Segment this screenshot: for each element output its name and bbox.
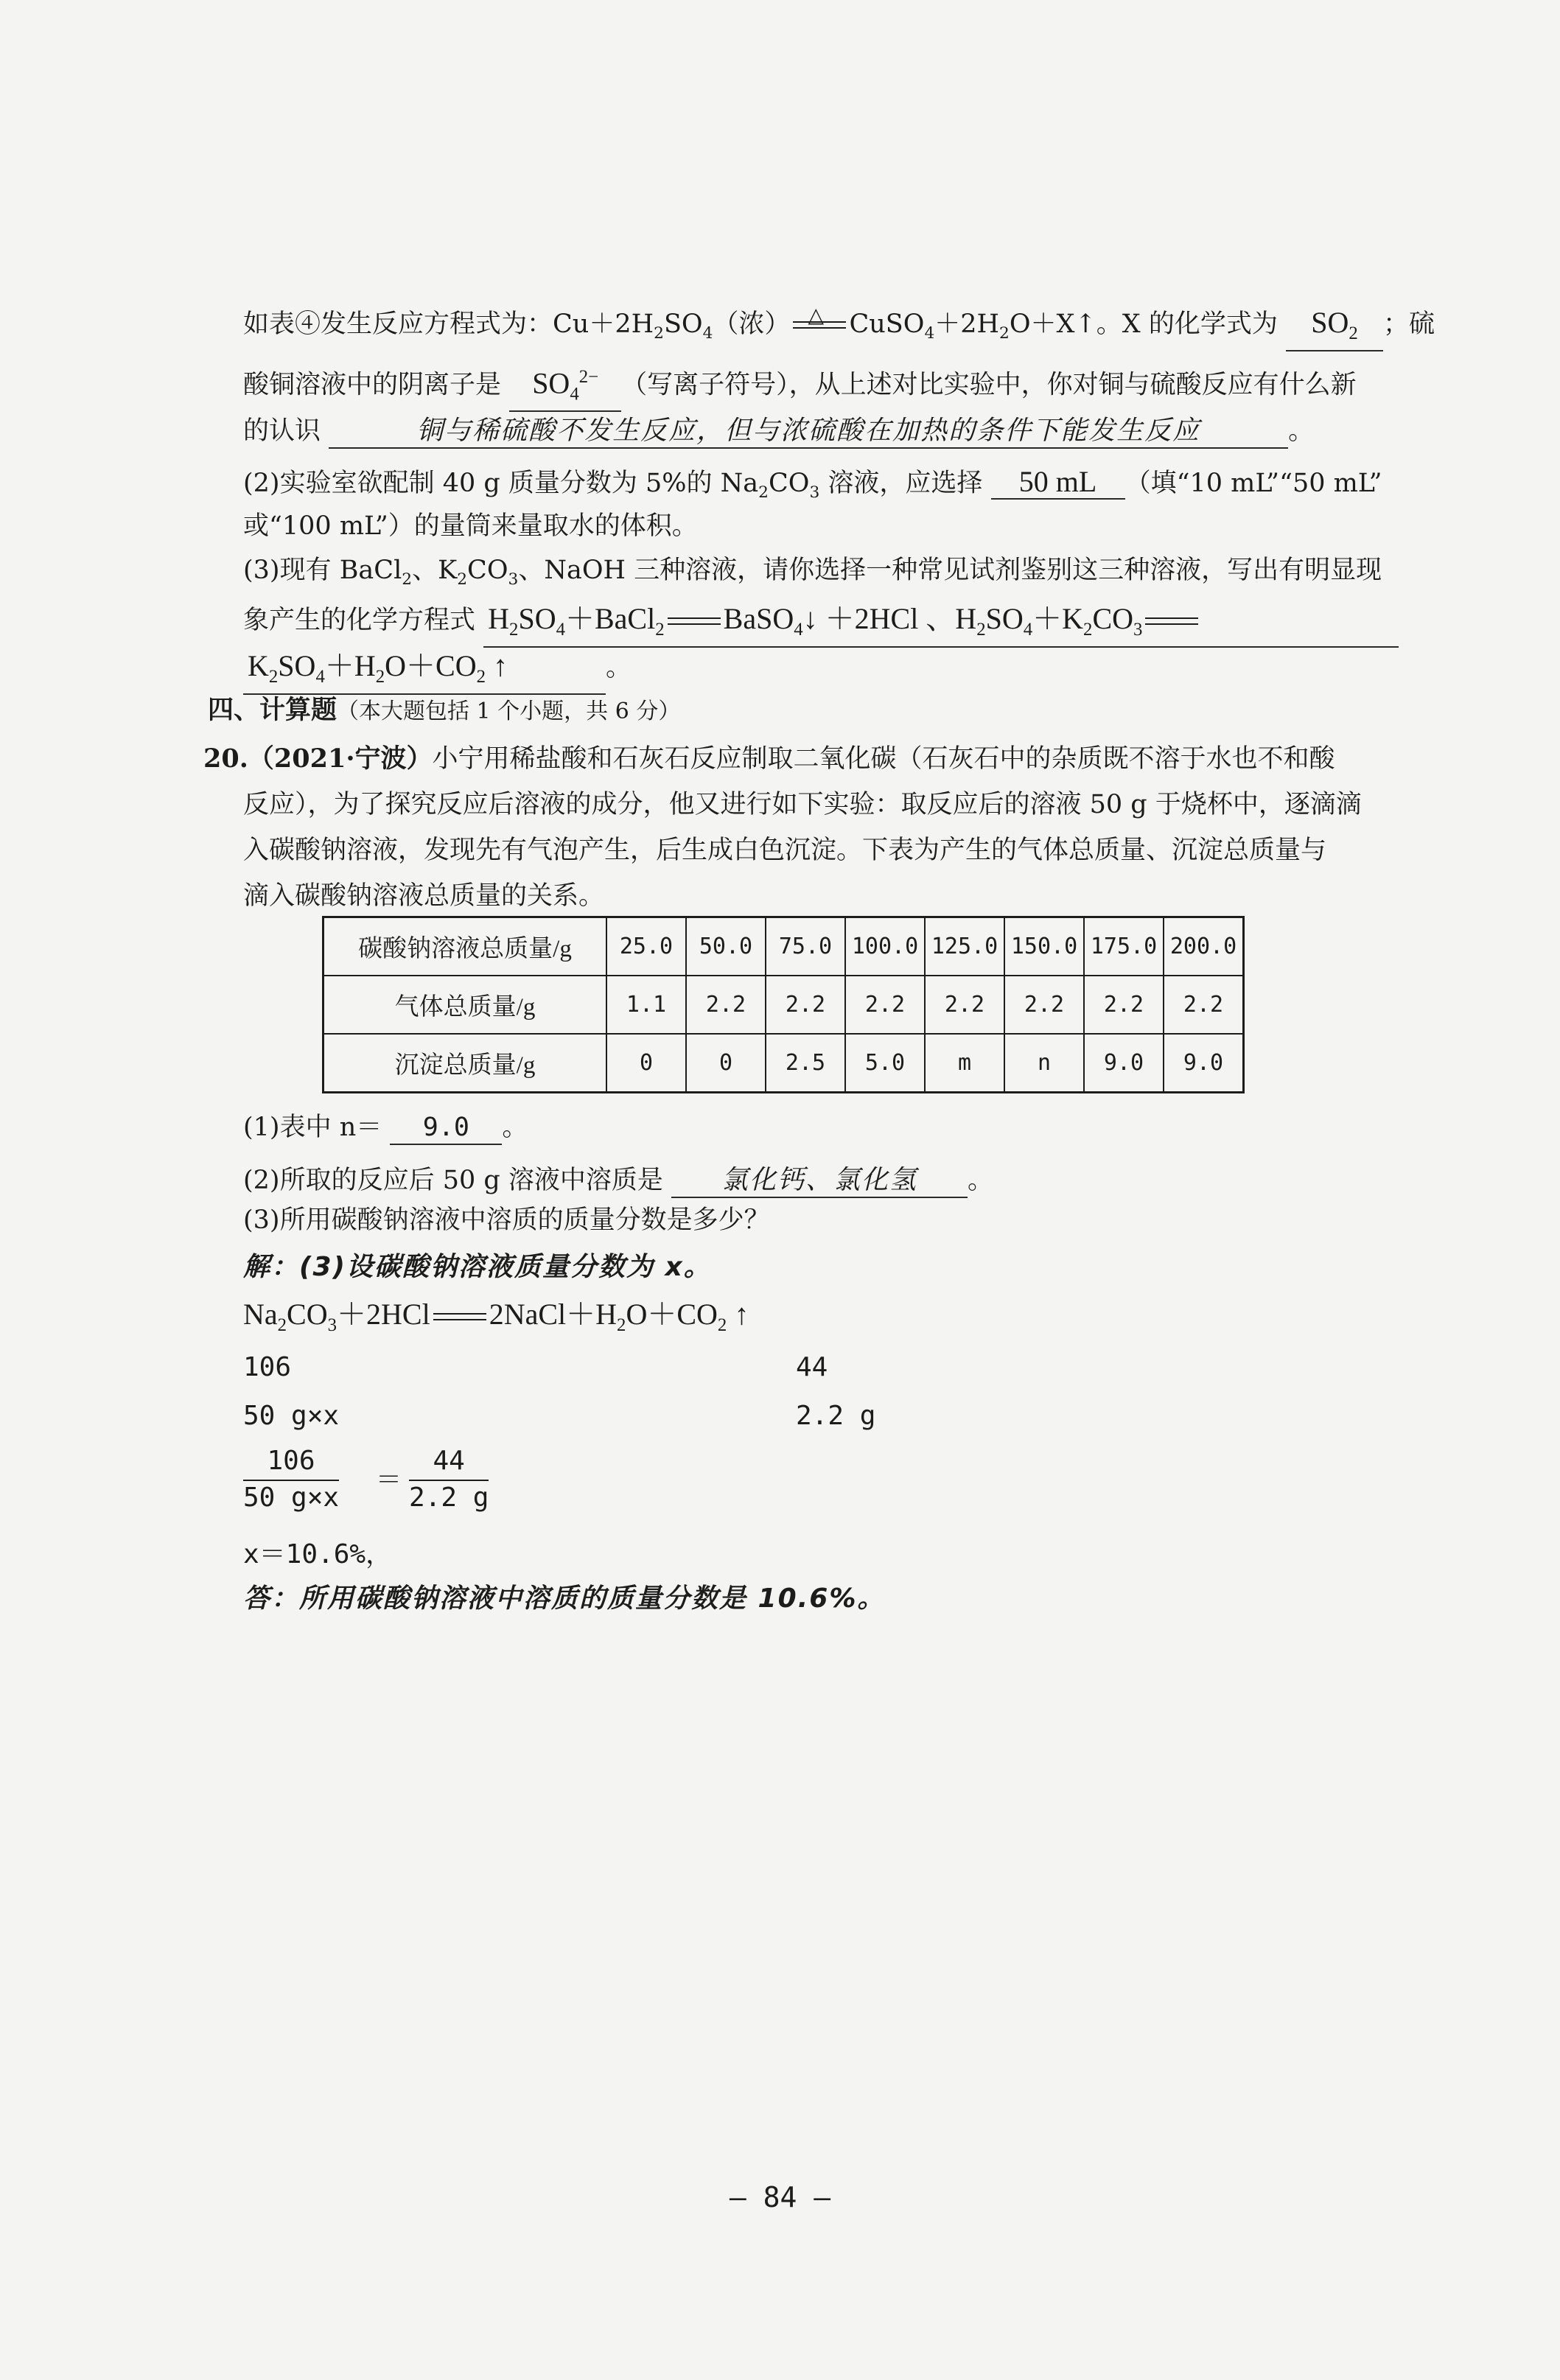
answer-new-understanding: 铜与稀硫酸不发生反应，但与浓硫酸在加热的条件下能发生反应 <box>329 415 1288 449</box>
answer-solutes: 氯化钙、氯化氢 <box>671 1164 968 1198</box>
text: (2)实验室欲配制 40 g 质量分数为 5%的 Na <box>243 469 759 498</box>
table-row-label: 碳酸钠溶液总质量/g <box>323 917 607 976</box>
sub: 2 <box>617 1315 626 1335</box>
sub: 4 <box>570 384 579 405</box>
sub: 2 <box>654 324 664 343</box>
reaction-equals-sign <box>430 1310 489 1325</box>
table-cell: 0 <box>606 1034 686 1093</box>
text: 象产生的化学方程式 <box>243 606 476 635</box>
table-cell: n <box>1004 1034 1084 1093</box>
q19-part3-line1 <box>243 553 1382 598</box>
text: O＋CO <box>385 649 477 682</box>
sub: 3 <box>1133 620 1143 640</box>
solution-equation <box>243 1297 749 1343</box>
sub: 4 <box>794 620 803 640</box>
q20-sub2 <box>243 1163 993 1198</box>
text: (2)所取的反应后 50 g 溶液中溶质是 <box>243 1166 663 1195</box>
text: 、NaOH 三种溶液，请你选择一种常见试剂鉴别这三种溶液，写出有明显现 <box>518 556 1382 585</box>
text: ↑ <box>493 649 508 682</box>
section-title: 四、计算题 <box>208 695 337 725</box>
text: SO <box>663 309 703 339</box>
table-cell: 0 <box>686 1034 766 1093</box>
text: 。 <box>1288 416 1315 446</box>
q19-line1 <box>243 302 1435 351</box>
solution-mass-right: 2.2 g <box>796 1401 876 1431</box>
text: CO <box>768 469 810 498</box>
text: ＋H <box>324 649 376 682</box>
data-table <box>322 916 1245 1093</box>
reaction-equals-sign <box>790 302 849 333</box>
answer-equations-line1 <box>483 603 1399 648</box>
section-heading <box>208 693 680 729</box>
text: CO <box>1092 602 1134 635</box>
fraction-denominator: 2.2 g <box>409 1483 489 1513</box>
text: ＋K <box>1032 602 1084 635</box>
q19-part2-line1 <box>243 466 1382 511</box>
answer-x-formula <box>1286 307 1383 351</box>
text: (1)表中 n＝ <box>243 1113 382 1142</box>
answer-cylinder: 50 mL <box>991 466 1125 500</box>
fraction-numerator: 106 <box>243 1444 339 1481</box>
text: （写离子符号），从上述对比实验中，你对铜与硫酸反应有什么新 <box>621 370 1357 400</box>
table-row-label: 气体总质量/g <box>323 976 607 1034</box>
table-cell: 200.0 <box>1164 917 1244 976</box>
sub: 2 <box>655 620 665 640</box>
table-cell: 2.2 <box>925 976 1004 1034</box>
sub: 4 <box>702 324 713 343</box>
solution-intro: 解：(3)设碳酸钠溶液质量分数为 x。 <box>243 1252 712 1282</box>
answer-anion <box>509 361 621 412</box>
text: （浓） <box>713 309 791 339</box>
q20-sub1 <box>243 1110 528 1145</box>
fraction-denominator: 50 g×x <box>243 1483 340 1513</box>
table-cell: 2.2 <box>845 976 925 1034</box>
text: 溶液，应选择 <box>828 469 983 498</box>
text: 。 <box>606 653 632 682</box>
table-cell: 100.0 <box>845 917 925 976</box>
q19-part2-line2 <box>243 508 698 544</box>
text: CuSO <box>849 309 925 339</box>
table-cell: 125.0 <box>925 917 1004 976</box>
text: 小宁用稀盐酸和石灰石反应制取二氧化碳（石灰石中的杂质既不溶于水也不和酸 <box>432 744 1335 774</box>
q19-line2 <box>243 361 1357 412</box>
text: CO <box>287 1298 328 1331</box>
sub: 4 <box>1023 620 1033 640</box>
text: CO <box>467 556 508 585</box>
text: ＋2HCl <box>337 1298 430 1331</box>
table-cell: 75.0 <box>766 917 845 976</box>
sub: 2 <box>268 667 279 687</box>
table-body <box>323 917 1244 1093</box>
table-cell: m <box>925 1034 1004 1093</box>
text: (3)现有 BaCl <box>243 556 402 585</box>
table-cell: 5.0 <box>845 1034 925 1093</box>
solution-molar-mass-44: 44 <box>796 1352 828 1382</box>
sub: 2 <box>717 1315 727 1335</box>
text: (3)所用碳酸钠溶液中溶质的质量分数是多少？ <box>243 1205 770 1235</box>
sub: 4 <box>315 667 325 687</box>
table-cell: 2.2 <box>1084 976 1164 1034</box>
q20-line4 <box>243 878 604 914</box>
q19-part3-line3 <box>243 650 632 695</box>
fraction-numerator: 44 <box>409 1444 489 1481</box>
table-cell: 175.0 <box>1084 917 1164 976</box>
text: （填“10 mL”“50 mL” <box>1124 469 1382 498</box>
q19-part3-line2 <box>243 603 1399 648</box>
text: 滴入碳酸钠溶液总质量的关系。 <box>243 881 605 911</box>
text: H <box>488 602 510 635</box>
text: K <box>248 649 269 682</box>
reaction-equals-sign <box>1142 615 1201 629</box>
sub: 2 <box>509 620 519 640</box>
sub: 2 <box>375 667 385 687</box>
fraction-right <box>409 1444 489 1515</box>
table-row <box>323 976 1244 1034</box>
q20-line1 <box>203 741 1335 777</box>
answer-n: 9.0 <box>390 1111 502 1145</box>
table-cell: 9.0 <box>1164 1034 1244 1093</box>
text: 酸铜溶液中的阴离子是 <box>243 370 502 400</box>
solution-molar-mass-106: 106 <box>243 1352 292 1382</box>
page-number: — 84 — <box>729 2181 831 2213</box>
text: O＋X↑。X 的化学式为 <box>1009 309 1278 339</box>
table-cell: 2.2 <box>1004 976 1084 1034</box>
question-source: （2021·宁波） <box>248 743 433 774</box>
table-row <box>323 917 1244 976</box>
text: 、K <box>412 556 458 585</box>
fraction-equals: ＝ <box>376 1466 402 1495</box>
solution-mass-left: 50 g×x <box>243 1401 340 1431</box>
section-note: （本大题包括 1 个小题，共 6 分） <box>337 699 681 724</box>
table-cell: 150.0 <box>1004 917 1084 976</box>
sub: 2 <box>277 1315 287 1335</box>
sup: 2− <box>578 367 599 387</box>
text: ↓ ＋2HCl 、H <box>802 602 977 635</box>
text: ＋2H <box>934 309 1000 339</box>
table-row-label: 沉淀总质量/g <box>323 1034 607 1093</box>
sub: 2 <box>457 570 468 589</box>
text: ＋BaCl <box>565 602 656 635</box>
sub: 3 <box>809 483 820 502</box>
sub: 2 <box>1083 620 1093 640</box>
sub: 3 <box>508 570 519 589</box>
answer-equations-line2 <box>243 650 606 695</box>
q20-sub3 <box>243 1203 770 1238</box>
table-cell: 2.5 <box>766 1034 845 1093</box>
fraction-left <box>243 1444 339 1515</box>
text: ↑ <box>734 1298 749 1331</box>
text: BaSO <box>723 602 794 635</box>
q20-line3 <box>243 833 1326 868</box>
sub: 2 <box>1349 323 1358 343</box>
q19-line3 <box>243 413 1314 449</box>
reaction-equals-sign <box>665 615 724 629</box>
text: Na <box>243 1298 278 1331</box>
text: SO <box>518 602 556 635</box>
q20-line2 <box>243 787 1362 822</box>
table-cell: 2.2 <box>1164 976 1244 1034</box>
text: 或“100 mL”）的量筒来量取水的体积。 <box>243 511 698 541</box>
text: 2NaCl＋H <box>489 1298 618 1331</box>
heat-symbol: △ <box>808 302 824 327</box>
solution-result: x＝10.6%， <box>243 1539 393 1569</box>
text: 。 <box>502 1113 528 1142</box>
text: 反应），为了探究反应后溶液的成分，他又进行如下实验：取反应后的溶液 50 g 于烧杯中，逐滴滴 <box>243 790 1362 819</box>
text: SO <box>985 602 1024 635</box>
table-cell: 2.2 <box>766 976 845 1034</box>
sub: 2 <box>402 570 413 589</box>
sub: 3 <box>327 1315 337 1335</box>
text: ；硫 <box>1382 309 1435 339</box>
sub: 2 <box>476 667 486 687</box>
text: 如表④发生反应方程式为：Cu＋2H <box>243 309 654 339</box>
table-row <box>323 1034 1244 1093</box>
text: 。 <box>968 1166 994 1195</box>
sub: 4 <box>924 324 935 343</box>
table-cell: 9.0 <box>1084 1034 1164 1093</box>
text: O＋CO <box>626 1298 718 1331</box>
text: SO <box>532 366 570 400</box>
text: SO <box>1311 306 1349 339</box>
sub: 2 <box>999 324 1010 343</box>
text: 入碳酸钠溶液，发现先有气泡产生，后生成白色沉淀。下表为产生的气体总质量、沉淀总质量与 <box>243 836 1327 865</box>
table-cell: 2.2 <box>686 976 766 1034</box>
sub: 2 <box>976 620 986 640</box>
question-number: 20. <box>203 743 248 774</box>
table-cell: 25.0 <box>606 917 686 976</box>
sub: 4 <box>556 620 565 640</box>
text: 的认识 <box>243 416 321 446</box>
solution-answer: 答：所用碳酸钠溶液中溶质的质量分数是 10.6%。 <box>243 1583 886 1614</box>
table-cell: 1.1 <box>606 976 686 1034</box>
text: SO <box>278 649 316 682</box>
table-cell: 50.0 <box>686 917 766 976</box>
sub: 2 <box>758 483 769 502</box>
